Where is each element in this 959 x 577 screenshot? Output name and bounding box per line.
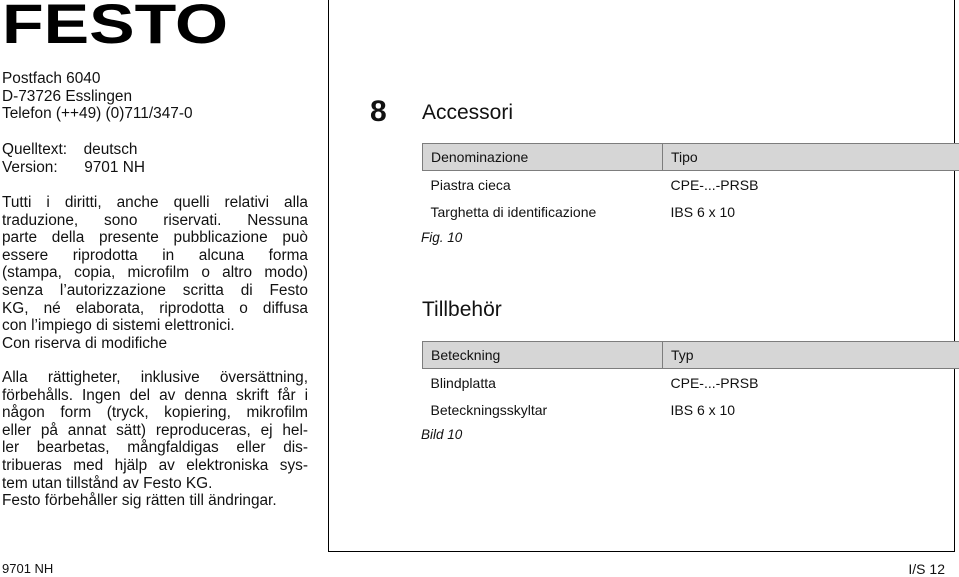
table-cell: IBS 6 x 10 xyxy=(663,198,959,225)
notice-line: Alla rättigheter, inklusive översättning, xyxy=(2,369,308,387)
notice-line: Tutti i diritti, anche quelli relativi alla xyxy=(2,194,308,212)
notice-line: essere riprodotta in alcuna forma xyxy=(2,247,308,265)
table-row xyxy=(423,171,959,199)
source-label: Quelltext: xyxy=(2,141,67,158)
accessories-table-italian xyxy=(422,143,959,225)
column-header: Tipo xyxy=(663,144,959,171)
notice-line: Con riserva di modifiche xyxy=(2,335,308,353)
notice-line: traduzione, sono riservati. Nessuna xyxy=(2,212,308,230)
page-number: I/S 12 xyxy=(908,561,945,577)
section-title-italian: Accessori xyxy=(422,101,513,125)
table-row xyxy=(423,198,959,225)
address-line: Telefon (++49) (0)711/347-0 xyxy=(2,105,308,123)
column-header: Beteckning xyxy=(423,342,663,369)
figure-caption-swedish: Bild 10 xyxy=(421,427,462,442)
figure-caption-italian: Fig. 10 xyxy=(421,230,462,245)
address-line: Postfach 6040 xyxy=(2,70,308,88)
table-cell: Blindplatta xyxy=(423,369,663,397)
table-cell: Piastra cieca xyxy=(423,171,663,199)
italian-copyright-notice xyxy=(2,194,308,352)
notice-line: Festo förbehåller sig rätten till ändringar. xyxy=(2,492,308,510)
footer-version: 9701 NH xyxy=(2,561,53,576)
table-cell: CPE-...-PRSB xyxy=(663,369,959,397)
notice-line: KG, né elaborata, riprodotta o diffusa xyxy=(2,300,308,318)
notice-line: senza l’autorizzazione scritta di Festo xyxy=(2,282,308,300)
column-header: Typ xyxy=(663,342,959,369)
notice-line: con l’impiego di sistemi elettronici. xyxy=(2,317,308,335)
logo-text: FESTO xyxy=(2,2,228,48)
notice-line: förbehålls. Ingen del av denna skrift får i xyxy=(2,387,308,405)
table-row xyxy=(423,396,959,423)
content-panel xyxy=(328,0,955,552)
notice-line: ler bearbetas, mångfaldigas eller dis- xyxy=(2,439,308,457)
table-header-row xyxy=(423,342,959,369)
table-header-row xyxy=(423,144,959,171)
section-title-swedish: Tillbehör xyxy=(422,298,502,322)
notice-line: tribueras med hjälp av elektroniska sys- xyxy=(2,457,308,475)
source-block xyxy=(2,141,308,176)
notice-line: (stampa, copia, microfilm o altro modo) xyxy=(2,264,308,282)
column-header: Denominazione xyxy=(423,144,663,171)
table-cell: Targhetta di identificazione xyxy=(423,198,663,225)
table-cell: Beteckningsskyltar xyxy=(423,396,663,423)
version-label: Version: xyxy=(2,159,58,176)
swedish-copyright-notice xyxy=(2,369,308,510)
section-number: 8 xyxy=(370,95,387,129)
address-block xyxy=(2,70,308,123)
table-cell: IBS 6 x 10 xyxy=(663,396,959,423)
version-value: 9701 NH xyxy=(84,159,145,176)
accessories-table-swedish xyxy=(422,341,959,423)
table-row xyxy=(423,369,959,397)
notice-line: eller på annat sätt) reproduceras, ej hel- xyxy=(2,422,308,440)
table-cell: CPE-...-PRSB xyxy=(663,171,959,199)
festo-logo xyxy=(2,2,230,48)
notice-line: någon form (tryck, kopiering, mikrofilm xyxy=(2,404,308,422)
address-line: D-73726 Esslingen xyxy=(2,88,308,106)
notice-line: parte della presente pubblicazione può xyxy=(2,229,308,247)
source-value: deutsch xyxy=(84,141,138,158)
notice-line: tem utan tillstånd av Festo KG. xyxy=(2,475,308,493)
